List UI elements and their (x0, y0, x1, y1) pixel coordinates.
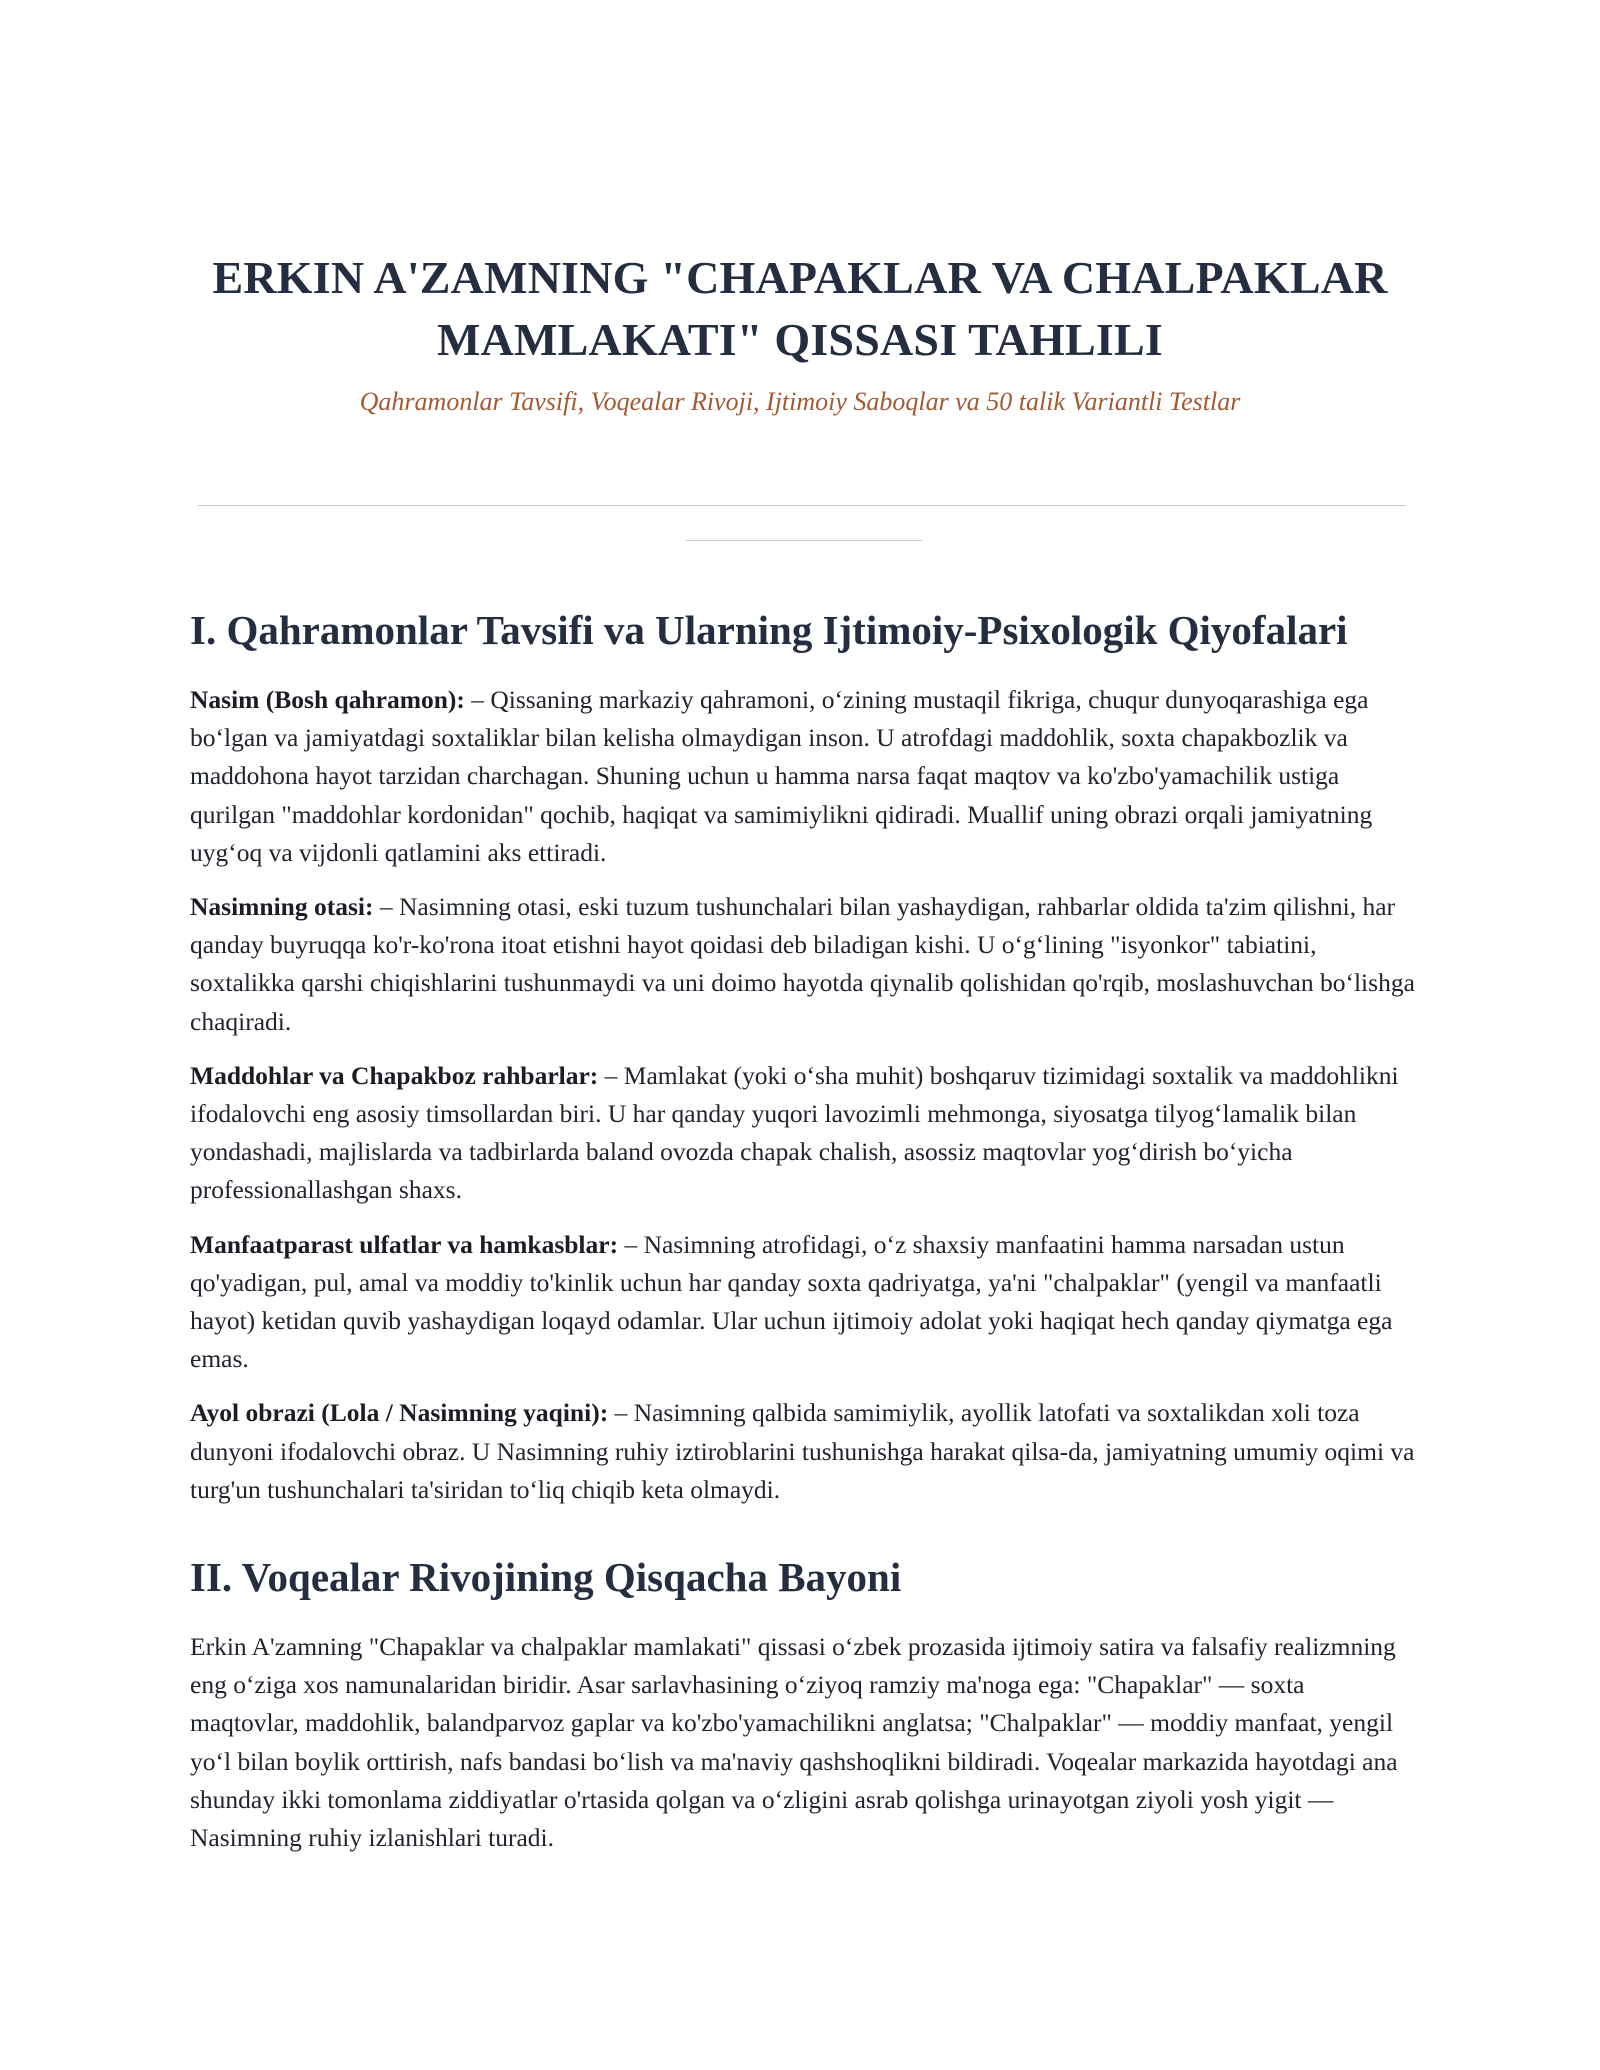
divider-long (198, 505, 1406, 506)
character-entry (190, 681, 1415, 872)
title-line-2: MAMLAKATI" QISSASI TAHLILI (436, 314, 1164, 365)
character-entry (190, 1394, 1415, 1509)
document-subtitle: Qahramonlar Tavsifi, Voqealar Rivoji, Ijtimoiy Saboqlar va 50 talik Variantli Testlar (359, 387, 1241, 416)
section-plot-summary (190, 1552, 1415, 1873)
title-line-1: ERKIN A'ZAMNING "CHAPAKLAR VA CHALPAKLAR (212, 252, 1388, 303)
plot-paragraph: Erkin A'zamning "Chapaklar va chalpaklar mamlakati" qissasi oʻzbek prozasida ijtimoiy satira va falsafiy realizmning eng oʻziga xos namunalaridan biridir. Asar sarlavhasining oʻziyoq ramziy ma'noga ega: "Chapaklar" — soxta maqtovlar, maddohlik, balandparvoz gaplar va ko'zbo'yamachilikni anglatsa; "Chalpaklar" — moddiy manfaat, yengil yoʻl bilan boylik orttirish, nafs bandasi boʻlish va ma'naviy qashshoqlikni bildiradi. Voqealar markazida hayotdagi ana shunday ikki tomonlama ziddiyatlar o'rtasida qolgan va oʻzligini asrab qolishga urinayotgan ziyoli yosh yigit — Nasimning ruhiy izlanishlari turadi. (190, 1632, 1398, 1853)
character-description: – Mamlakat (yoki oʻsha muhit) boshqaruv tizimidagi soxtalik va maddohlikni ifodalovchi eng asosiy timsollardan biri. U har qanday yuqori lavozimli mehmonga, siyosatga tilyogʻlamalik bilan yondashadi, majlislarda va tadbirlarda baland ovozda chapak chalish, asossiz maqtovlar yogʻdirish boʻyicha professionallashgan shaxs. (190, 1060, 1399, 1205)
character-entry (190, 1226, 1415, 1379)
character-term: Ayol obrazi (Lola / Nasimning yaqini): (190, 1398, 609, 1428)
document-title (190, 247, 1410, 371)
character-description: – Nasimning qalbida samimiylik, ayollik latofati va soxtalikdan xoli toza dunyoni ifodalovchi obraz. U Nasimning ruhiy iztiroblarini tushunishga harakat qilsa-da, jamiyatning umumiy oqimi va turg'un tushunchalari ta'siridan toʻliq chiqib keta olmaydi. (190, 1398, 1415, 1504)
character-term: Nasimning otasi: (190, 892, 374, 922)
divider-short (686, 540, 922, 541)
character-term: Manfaatparast ulfatlar va hamkasblar: (190, 1229, 619, 1259)
character-description: – Qissaning markaziy qahramoni, oʻzining mustaqil fikriga, chuqur dunyoqarashiga ega boʻlgan va jamiyatdagi soxtaliklar bilan kelisha olmaydigan inson. U atrofdagi maddohlik, soxta chapakbozlik va maddohona hayot tarzidan charchagan. Shuning uchun u hamma narsa faqat maqtov va ko'zbo'yamachilik ustiga qurilgan "maddohlar kordonidan" qochib, haqiqat va samimiylikni qidiradi. Muallif uning obrazi orqali jamiyatning uygʻoq va vijdonli qatlamini aks ettiradi. (190, 685, 1373, 867)
section-characters (190, 605, 1415, 1525)
character-description: – Nasimning otasi, eski tuzum tushunchalari bilan yashaydigan, rahbarlar oldida ta'zim qilishni, har qanday buyruqqa ko'r-ko'rona itoat etishni hayot qoidasi deb biladigan kishi. U oʻgʻlining "isyonkor" tabiatini, soxtalikka qarshi chiqishlarini tushunmaydi va uni doimo hayotda qiynalib qolishidan qo'rqib, moslashuvchan boʻlishga chaqiradi. (190, 892, 1415, 1036)
character-entry (190, 1057, 1415, 1210)
section-heading: I. Qahramonlar Tavsifi va Ularning Ijtimoiy-Psixologik Qiyofalari (190, 607, 1348, 653)
character-term: Maddohlar va Chapakboz rahbarlar: (190, 1060, 599, 1090)
section-heading: II. Voqealar Rivojining Qisqacha Bayoni (190, 1554, 902, 1600)
character-entry (190, 888, 1415, 1041)
character-description: – Nasimning atrofidagi, oʻz shaxsiy manfaatini hamma narsadan ustun qo'yadigan, pul, amal va moddiy to'kinlik uchun har qanday soxta qadriyatga, ya'ni "chalpaklar" (yengil va manfaatli hayot) ketidan quvib yashaydigan loqayd odamlar. Ular uchun ijtimoiy adolat yoki haqiqat hech qanday qiymatga ega emas. (190, 1229, 1393, 1374)
character-term: Nasim (Bosh qahramon): (190, 685, 465, 714)
